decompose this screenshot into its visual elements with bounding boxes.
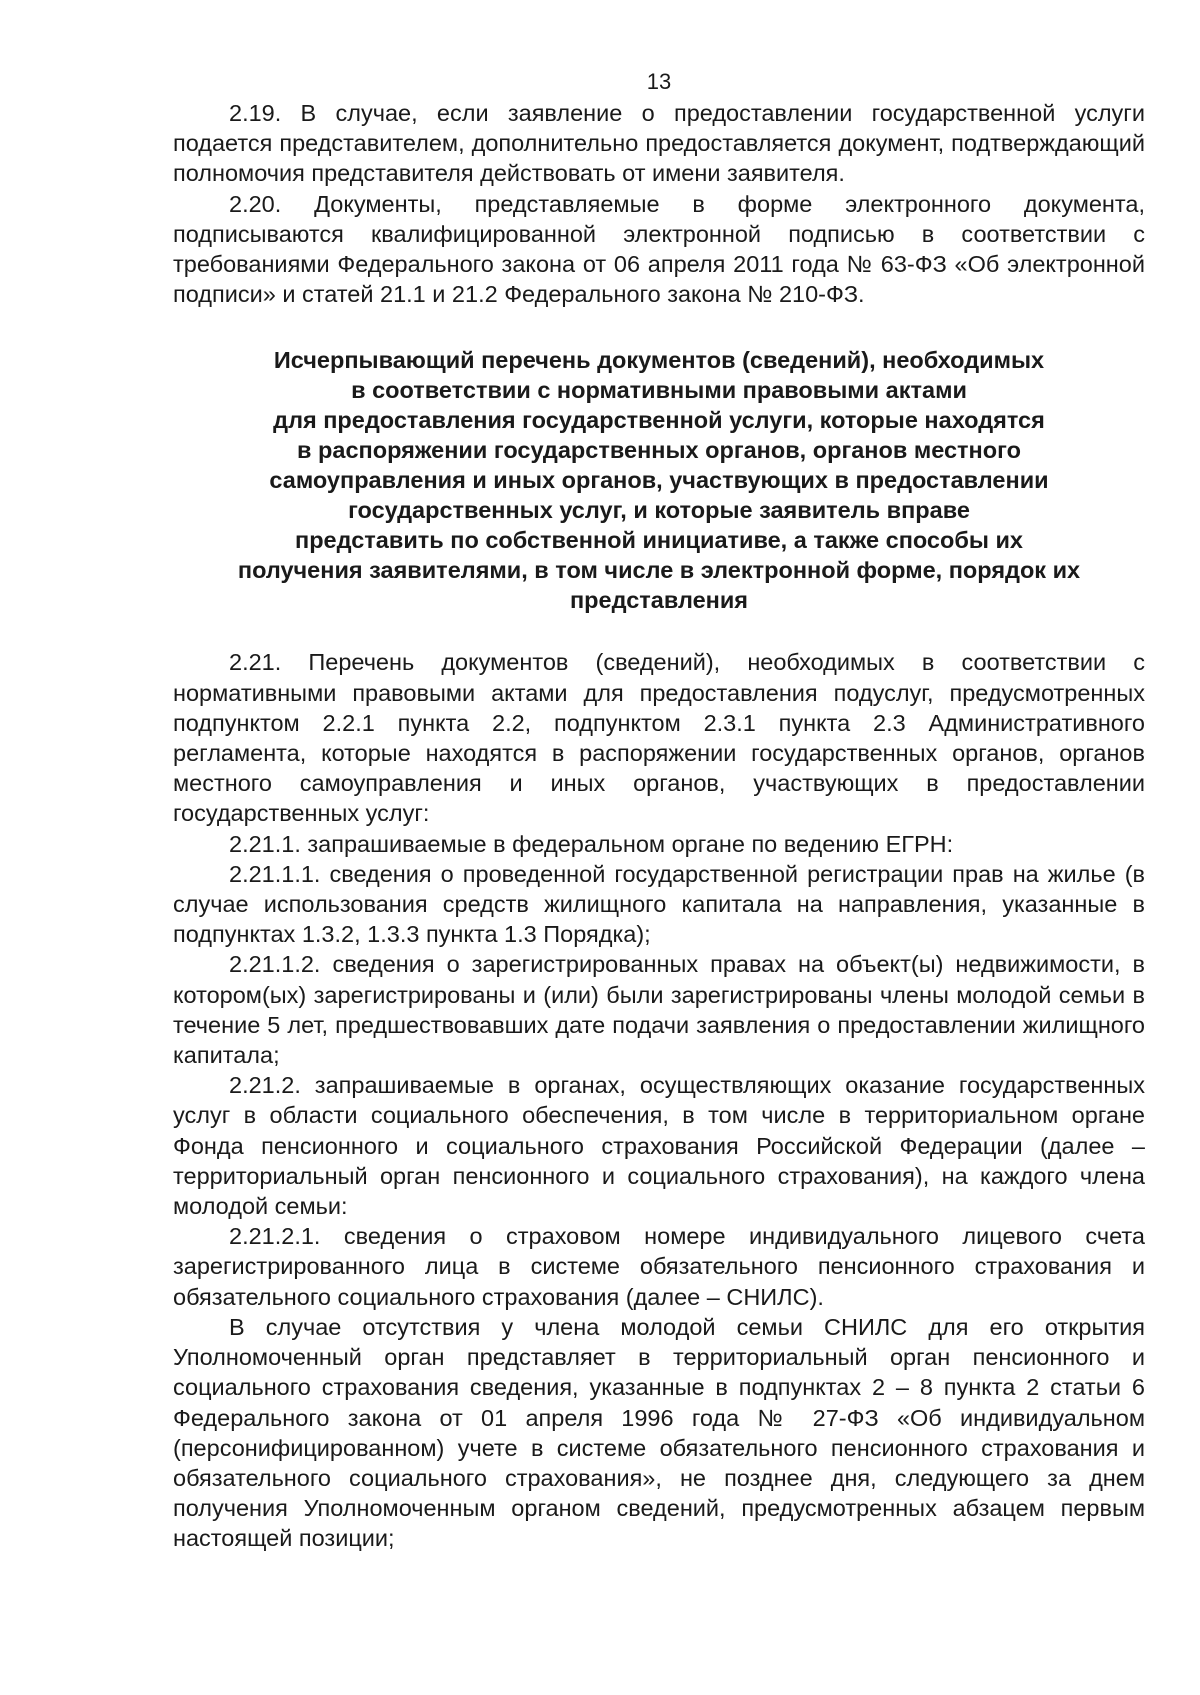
heading-line: для предоставления государственной услуги, которые находятся bbox=[273, 407, 1045, 434]
paragraph-2-21-1-2: 2.21.1.2. сведения о зарегистрированных правах на объект(ы) недвижимости, в котором(ых) зарегистрированы и (или) были зарегистрированы члены молодой семьи в течение 5 лет, предшествовавших дате подачи заявления о предоставлении жилищного капитала; bbox=[173, 951, 1145, 1069]
paragraph-2-21-1: 2.21.1. запрашиваемые в федеральном органе по ведению ЕГРН: bbox=[229, 830, 954, 857]
paragraph-2-21-2-1: 2.21.2.1. сведения о страховом номере индивидуального лицевого счета зарегистрированного лица в системе обязательного пенсионного страхования и обязательного социального страхования (далее – СНИЛС). bbox=[173, 1223, 1145, 1310]
page-number: 13 bbox=[646, 69, 672, 94]
heading-line: Исчерпывающий перечень документов (сведений), необходимых bbox=[273, 347, 1045, 374]
heading-line: в соответствии с нормативными правовыми актами bbox=[351, 377, 967, 404]
paragraph-2-19: 2.19. В случае, если заявление о предоставлении государственной услуги подается представителем, дополнительно предоставляется документ, подтверждающий полномочия представителя действовать от имени заявителя. bbox=[173, 100, 1145, 187]
document-page bbox=[173, 68, 1145, 1554]
heading-line: самоуправления и иных органов, участвующих в предоставлении bbox=[269, 467, 1049, 494]
heading-line: государственных услуг, и которые заявитель вправе bbox=[348, 497, 970, 524]
paragraph-2-21: 2.21. Перечень документов (сведений), необходимых в соответствии с нормативными правовыми актами для предоставления подуслуг, предусмотренных подпунктом 2.2.1 пункта 2.2, подпунктом 2.3.1 пункта 2.3 Административного регламента, которые находятся в распоряжении государственных органов, органов местного самоуправления и иных органов, участвующих в предоставлении государственных услуг: bbox=[173, 649, 1145, 827]
heading-line: представить по собственной инициативе, а также способы их bbox=[295, 527, 1023, 554]
paragraph-2-21-2: 2.21.2. запрашиваемые в органах, осуществляющих оказание государственных услуг в области социального обеспечения, в том числе в территориальном органе Фонда пенсионного и социального страхования Российской Федерации (далее – территориальный орган пенсионного и социального страхования), на каждого члена молодой семьи: bbox=[173, 1072, 1145, 1220]
paragraph-snils-absence: В случае отсутствия у члена молодой семьи СНИЛС для его открытия Уполномоченный орган представляет в территориальный орган пенсионного и социального страхования сведения, указанные в подпунктах 2 – 8 пункта 2 статьи 6 Федерального закона от 01 апреля 1996 года № 27-ФЗ «Об индивидуальном (персонифицированном) учете в системе обязательного пенсионного страхования и обязательного социального страхования», не позднее дня, следующего за днем получения Уполномоченным органом сведений, предусмотренных абзацем первым настоящей позиции; bbox=[173, 1313, 1145, 1552]
heading-line: в распоряжении государственных органов, органов местного bbox=[297, 437, 1021, 464]
section-heading bbox=[173, 345, 1145, 615]
paragraph-2-21-1-1: 2.21.1.1. сведения о проведенной государственной регистрации прав на жилье (в случае использования средств жилищного капитала на направления, указанные в подпунктах 1.3.2, 1.3.3 пункта 1.3 Порядка); bbox=[173, 860, 1145, 948]
heading-line: представления bbox=[569, 587, 749, 614]
paragraph-2-20: 2.20. Документы, представляемые в форме электронного документа, подписываются квалифицированной электронной подписью в соответствии с требованиями Федерального закона от 06 апреля 2011 года № 63-ФЗ «Об электронной подписи» и статей 21.1 и 21.2 Федерального закона № 210-ФЗ. bbox=[173, 190, 1145, 308]
heading-line: получения заявителями, в том числе в электронной форме, порядок их bbox=[237, 557, 1081, 584]
